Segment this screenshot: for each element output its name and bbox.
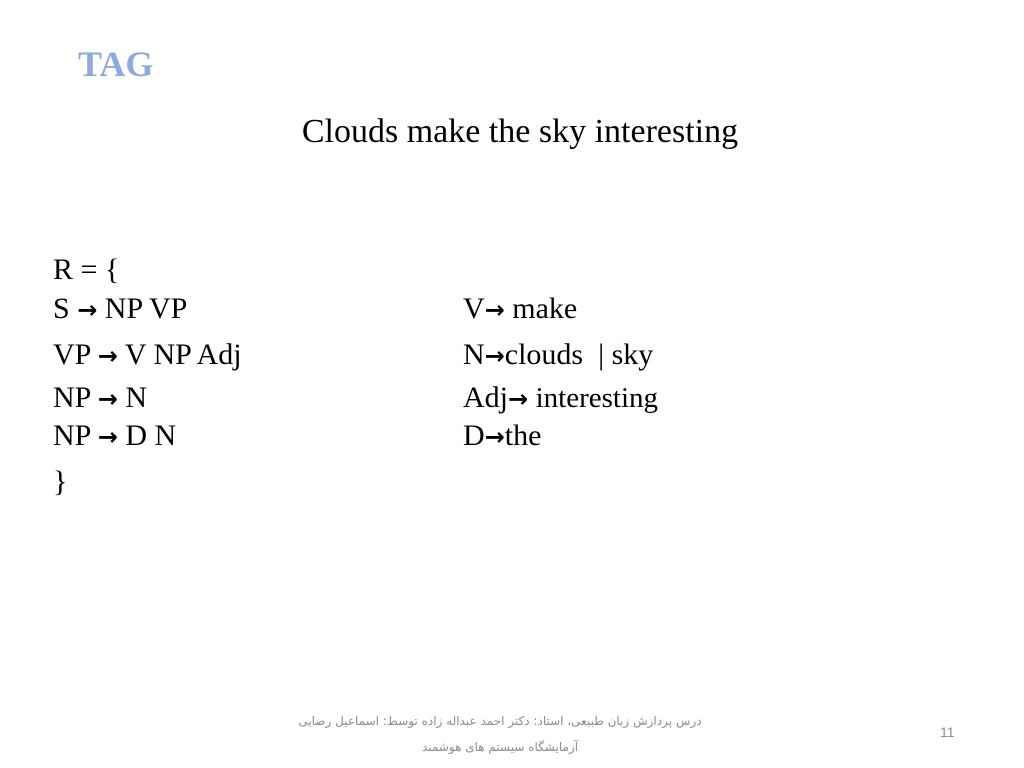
rule-lhs: Adj bbox=[463, 381, 508, 414]
rule-lhs: D bbox=[463, 419, 485, 452]
arrow-right-icon: → bbox=[484, 296, 505, 324]
arrow-right-icon: → bbox=[484, 342, 505, 370]
arrow-right-icon: → bbox=[508, 385, 529, 413]
rule-lhs: N bbox=[463, 338, 485, 371]
arrow-right-icon: → bbox=[484, 423, 505, 451]
rule-right bbox=[463, 416, 541, 457]
rule-left bbox=[53, 330, 463, 381]
rule-row bbox=[53, 288, 953, 330]
rules-open-brace: R = { bbox=[53, 253, 120, 286]
rule-left bbox=[53, 288, 463, 331]
arrow-right-icon: → bbox=[97, 423, 118, 451]
footer-course-line: درس پردازش زبان طبیعی، استاد: دکتر احمد عبداله زاده توسط: اسماعیل رضایی bbox=[298, 714, 702, 728]
slide-title: TAG bbox=[78, 44, 154, 84]
rule-lhs: NP bbox=[53, 381, 91, 414]
grammar-rules bbox=[53, 252, 953, 502]
rule-row bbox=[53, 330, 953, 380]
example-sentence: Clouds make the sky interesting bbox=[301, 113, 739, 150]
arrow-right-icon: → bbox=[77, 296, 98, 324]
footer-lab-line: آزمایشگاه سیستم های هوشمند bbox=[421, 740, 579, 754]
arrow-right-icon: → bbox=[97, 385, 118, 413]
rule-rhs: D N bbox=[125, 419, 177, 452]
rules-close-brace: } bbox=[53, 465, 68, 498]
page-number: 11 bbox=[940, 724, 955, 740]
rule-lhs: V bbox=[463, 292, 485, 325]
arrow-right-icon: → bbox=[97, 342, 118, 370]
rule-right bbox=[463, 330, 653, 381]
rule-rhs: N bbox=[125, 381, 148, 414]
rule-lhs: VP bbox=[53, 338, 91, 371]
rule-rhs: V NP Adj bbox=[124, 338, 242, 371]
rule-right bbox=[463, 288, 577, 331]
rule-left bbox=[53, 416, 463, 457]
rule-rhs: the bbox=[504, 419, 542, 452]
rule-lhs: NP bbox=[53, 419, 91, 452]
rule-rhs: NP VP bbox=[104, 292, 188, 325]
rule-row bbox=[53, 380, 953, 416]
rule-row bbox=[53, 416, 953, 456]
rule-rhs: interesting bbox=[535, 382, 659, 414]
rule-rhs: clouds | sky bbox=[504, 338, 654, 371]
rule-left bbox=[53, 380, 463, 417]
rule-lhs: S bbox=[53, 292, 70, 325]
rule-right bbox=[463, 380, 658, 417]
footer bbox=[220, 708, 780, 760]
rule-rhs: make bbox=[512, 292, 578, 325]
